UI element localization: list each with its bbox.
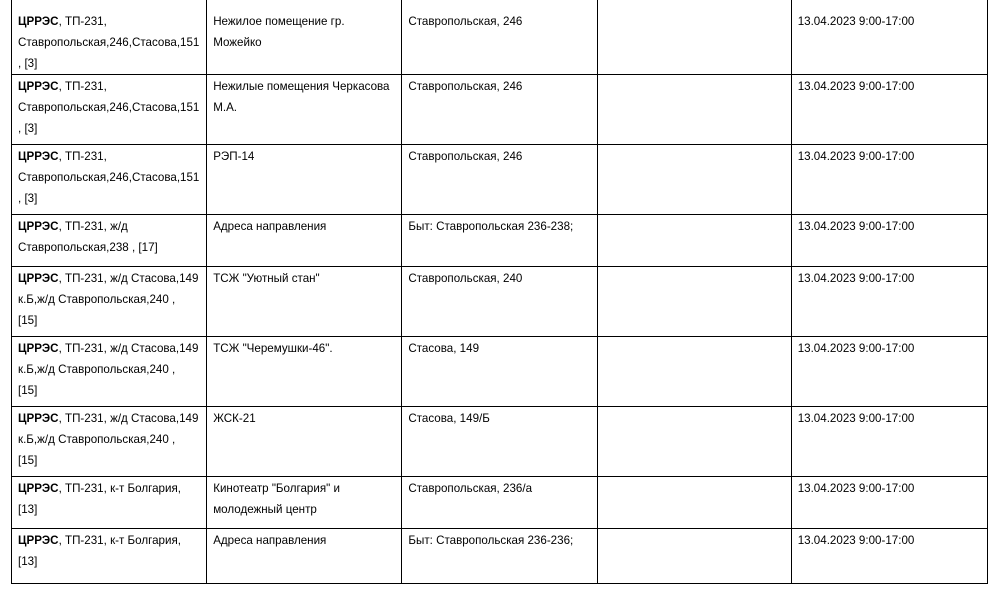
table-row bbox=[12, 407, 988, 477]
feeder-line: , ТП-231, ж/д Стасова,149 bbox=[58, 412, 199, 425]
feeder-line: , ТП-231, к-т Болгария, bbox=[58, 534, 181, 547]
address-cell: Ставропольская, 246 bbox=[402, 0, 597, 75]
table-row bbox=[12, 267, 988, 337]
consumer-cell: Кинотеатр "Болгария" и молодежный центр bbox=[207, 477, 402, 529]
outage-table-body bbox=[12, 0, 988, 584]
table-row bbox=[12, 145, 988, 215]
feeder-line: , [3] bbox=[18, 122, 38, 135]
note-cell bbox=[597, 477, 791, 529]
org-name: ЦРРЭС bbox=[18, 220, 59, 233]
org-name: ЦРРЭС bbox=[18, 15, 59, 28]
address-cell: Ставропольская, 246 bbox=[402, 75, 597, 145]
feeder-line: [15] bbox=[18, 384, 38, 397]
feeder-line: Ставропольская,246,Стасова,151 bbox=[18, 101, 200, 114]
feeder-cell bbox=[12, 75, 207, 145]
period-cell: 13.04.2023 9:00-17:00 bbox=[791, 215, 987, 267]
note-cell bbox=[597, 337, 791, 407]
note-cell bbox=[597, 145, 791, 215]
feeder-cell bbox=[12, 477, 207, 529]
feeder-cell bbox=[12, 529, 207, 584]
feeder-cell bbox=[12, 145, 207, 215]
consumer-cell: Нежилое помещение гр. Можейко bbox=[207, 0, 402, 75]
feeder-line: Ставропольская,238 , [17] bbox=[18, 241, 158, 254]
table-row bbox=[12, 0, 988, 75]
feeder-line: к.Б,ж/д Ставропольская,240 , bbox=[18, 433, 176, 446]
table-row bbox=[12, 477, 988, 529]
feeder-line: к.Б,ж/д Ставропольская,240 , bbox=[18, 293, 176, 306]
org-name: ЦРРЭС bbox=[18, 534, 59, 547]
org-name: ЦРРЭС bbox=[18, 412, 59, 425]
address-cell: Ставропольская, 246 bbox=[402, 145, 597, 215]
org-name: ЦРРЭС bbox=[18, 80, 59, 93]
org-name: ЦРРЭС bbox=[18, 272, 59, 285]
feeder-line: [13] bbox=[18, 503, 38, 516]
note-cell bbox=[597, 267, 791, 337]
feeder-cell bbox=[12, 215, 207, 267]
note-cell bbox=[597, 75, 791, 145]
table-row bbox=[12, 215, 988, 267]
feeder-line: , [3] bbox=[18, 57, 38, 70]
note-cell bbox=[597, 529, 791, 584]
feeder-line: , [3] bbox=[18, 192, 38, 205]
address-cell: Быт: Ставропольская 236-238; bbox=[402, 215, 597, 267]
consumer-cell: ТСЖ "Уютный стан" bbox=[207, 267, 402, 337]
period-cell: 13.04.2023 9:00-17:00 bbox=[791, 477, 987, 529]
period-cell: 13.04.2023 9:00-17:00 bbox=[791, 267, 987, 337]
feeder-cell bbox=[12, 267, 207, 337]
feeder-line: , ТП-231, bbox=[58, 15, 107, 28]
address-cell: Стасова, 149 bbox=[402, 337, 597, 407]
consumer-cell: ЖСК-21 bbox=[207, 407, 402, 477]
period-cell: 13.04.2023 9:00-17:00 bbox=[791, 407, 987, 477]
note-cell bbox=[597, 407, 791, 477]
period-cell: 13.04.2023 9:00-17:00 bbox=[791, 75, 987, 145]
feeder-line: [15] bbox=[18, 454, 38, 467]
consumer-cell: Адреса направления bbox=[207, 215, 402, 267]
consumer-cell: Нежилые помещения Черкасова М.А. bbox=[207, 75, 402, 145]
note-cell bbox=[597, 215, 791, 267]
feeder-line: Ставропольская,246,Стасова,151 bbox=[18, 36, 200, 49]
consumer-cell: Адреса направления bbox=[207, 529, 402, 584]
feeder-line: [13] bbox=[18, 555, 38, 568]
table-row bbox=[12, 75, 988, 145]
period-cell: 13.04.2023 9:00-17:00 bbox=[791, 0, 987, 75]
consumer-cell: РЭП-14 bbox=[207, 145, 402, 215]
feeder-line: , ТП-231, bbox=[58, 80, 107, 93]
outage-table bbox=[11, 0, 988, 584]
address-cell: Ставропольская, 240 bbox=[402, 267, 597, 337]
feeder-line: Ставропольская,246,Стасова,151 bbox=[18, 171, 200, 184]
period-cell: 13.04.2023 9:00-17:00 bbox=[791, 145, 987, 215]
org-name: ЦРРЭС bbox=[18, 150, 59, 163]
table-row bbox=[12, 529, 988, 584]
feeder-cell bbox=[12, 337, 207, 407]
feeder-line: к.Б,ж/д Ставропольская,240 , bbox=[18, 363, 176, 376]
period-cell: 13.04.2023 9:00-17:00 bbox=[791, 337, 987, 407]
address-cell: Быт: Ставропольская 236-236; bbox=[402, 529, 597, 584]
address-cell: Ставропольская, 236/а bbox=[402, 477, 597, 529]
feeder-cell bbox=[12, 0, 207, 75]
org-name: ЦРРЭС bbox=[18, 342, 59, 355]
period-cell: 13.04.2023 9:00-17:00 bbox=[791, 529, 987, 584]
note-cell bbox=[597, 0, 791, 75]
feeder-line: , ТП-231, ж/д bbox=[58, 220, 128, 233]
feeder-cell bbox=[12, 407, 207, 477]
feeder-line: , ТП-231, bbox=[58, 150, 107, 163]
org-name: ЦРРЭС bbox=[18, 482, 59, 495]
consumer-cell: ТСЖ "Черемушки-46". bbox=[207, 337, 402, 407]
feeder-line: [15] bbox=[18, 314, 38, 327]
address-cell: Стасова, 149/Б bbox=[402, 407, 597, 477]
feeder-line: , ТП-231, ж/д Стасова,149 bbox=[58, 342, 199, 355]
table-row bbox=[12, 337, 988, 407]
feeder-line: , ТП-231, ж/д Стасова,149 bbox=[58, 272, 199, 285]
feeder-line: , ТП-231, к-т Болгария, bbox=[58, 482, 181, 495]
